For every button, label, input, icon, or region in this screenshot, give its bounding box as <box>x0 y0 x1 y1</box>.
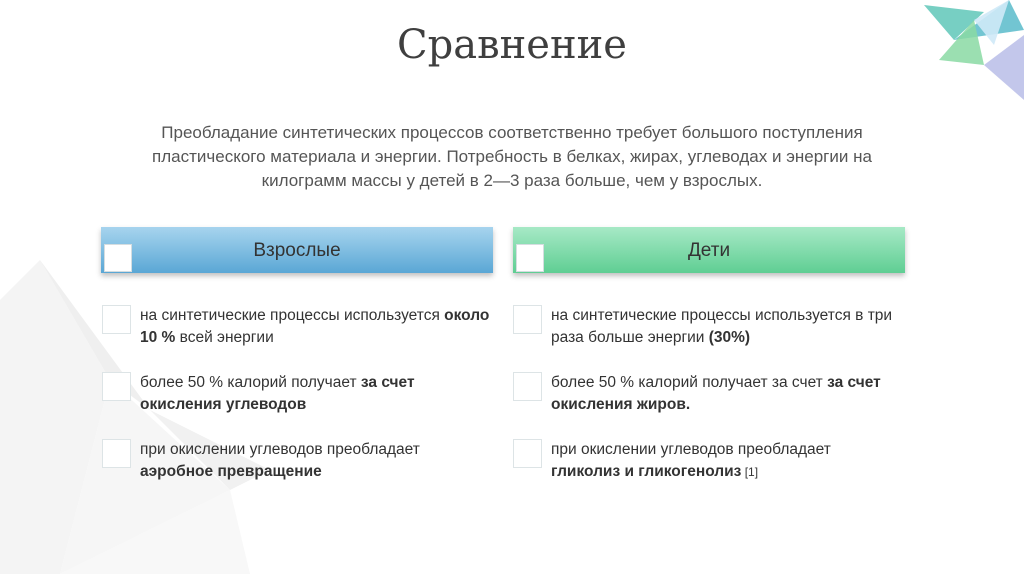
item-bold-text: за счет окисления углеводов <box>140 374 415 413</box>
children-header-label: Дети <box>687 240 731 261</box>
intro-line: Преобладание синтетических процессов соответственно требует большого поступления <box>161 123 863 142</box>
adults-header-label: Взрослые <box>253 240 341 261</box>
header-square-icon <box>516 244 544 272</box>
item-text: на синтетические процессы используется в три раза больше энергии <box>551 307 893 346</box>
item-bold-text: (30%) <box>708 329 751 346</box>
bullet-square-icon <box>513 372 542 401</box>
children-header <box>513 227 905 273</box>
bullet-square-icon <box>102 305 131 334</box>
reference-link[interactable]: [1] <box>741 465 759 479</box>
item-text: более 50 % калорий получает за счет <box>551 374 828 391</box>
item-bold-text: аэробное превращение <box>140 463 322 480</box>
item-text: при окислении углеводов преобладает <box>140 441 420 458</box>
intro-paragraph <box>100 121 924 193</box>
item-bold-text: за счет окисления жиров. <box>551 374 881 413</box>
bullet-square-icon <box>102 439 131 468</box>
intro-line: пластического материала и энергии. Потребность в белках, жирах, углеводах и энергии на <box>152 147 872 166</box>
bullet-square-icon <box>102 372 131 401</box>
item-text: при окислении углеводов преобладает <box>551 441 831 458</box>
intro-line: килограмм массы у детей в 2—3 раза больше, чем у взрослых. <box>261 171 763 190</box>
bullet-square-icon <box>513 439 542 468</box>
item-text: на синтетические процессы используется <box>140 307 445 324</box>
bullet-square-icon <box>513 305 542 334</box>
adults-header <box>101 227 493 273</box>
header-square-icon <box>104 244 132 272</box>
item-rest-text: всей энергии <box>175 329 274 346</box>
item-text: более 50 % калорий получает <box>140 374 361 391</box>
slide-title: Сравнение <box>397 22 627 68</box>
item-bold-text: около 10 % <box>140 307 490 346</box>
item-bold-text: гликолиз и гликогенолиз <box>551 463 742 480</box>
